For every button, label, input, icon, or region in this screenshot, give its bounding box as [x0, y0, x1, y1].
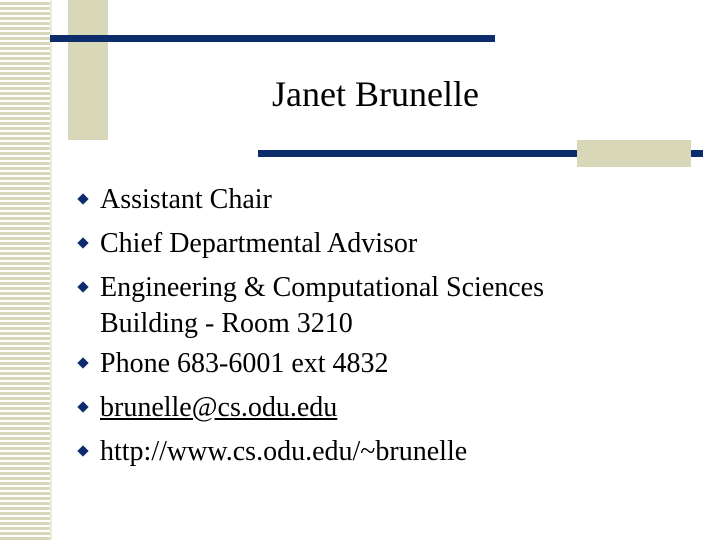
diamond-bullet-icon	[77, 281, 88, 292]
diamond-bullet-icon	[77, 237, 88, 248]
stripe-edge-decoration	[50, 0, 52, 540]
bullet-text: Chief Departmental Advisor	[100, 228, 418, 259]
diamond-bullet-icon	[77, 401, 88, 412]
left-stripe-decoration	[0, 0, 50, 540]
diamond-bullet-icon	[77, 445, 88, 456]
bullet-text: Phone 683-6001 ext 4832	[100, 348, 389, 379]
bullet-text: Assistant Chair	[100, 184, 272, 215]
bullet-item	[74, 178, 694, 222]
bullet-item	[74, 222, 694, 266]
diamond-bullet-icon	[77, 357, 88, 368]
olive-block-right-decoration	[577, 140, 691, 167]
bullet-item	[74, 386, 694, 430]
diamond-bullet-icon	[77, 193, 88, 204]
email-link[interactable]: brunelle@cs.odu.edu	[100, 392, 338, 423]
navy-rule-top	[50, 35, 495, 42]
website-url-text: http://www.cs.odu.edu/~brunelle	[100, 436, 468, 467]
slide-title: Janet Brunelle	[272, 74, 479, 114]
olive-block-top-decoration	[68, 0, 108, 140]
bullet-text-continuation: Building - Room 3210	[100, 308, 353, 339]
bullet-text: Engineering & Computational Sciences	[100, 272, 545, 303]
bullet-item	[74, 430, 694, 474]
bullet-item	[74, 266, 694, 342]
bullet-item	[74, 342, 694, 386]
bullet-list	[74, 178, 694, 474]
